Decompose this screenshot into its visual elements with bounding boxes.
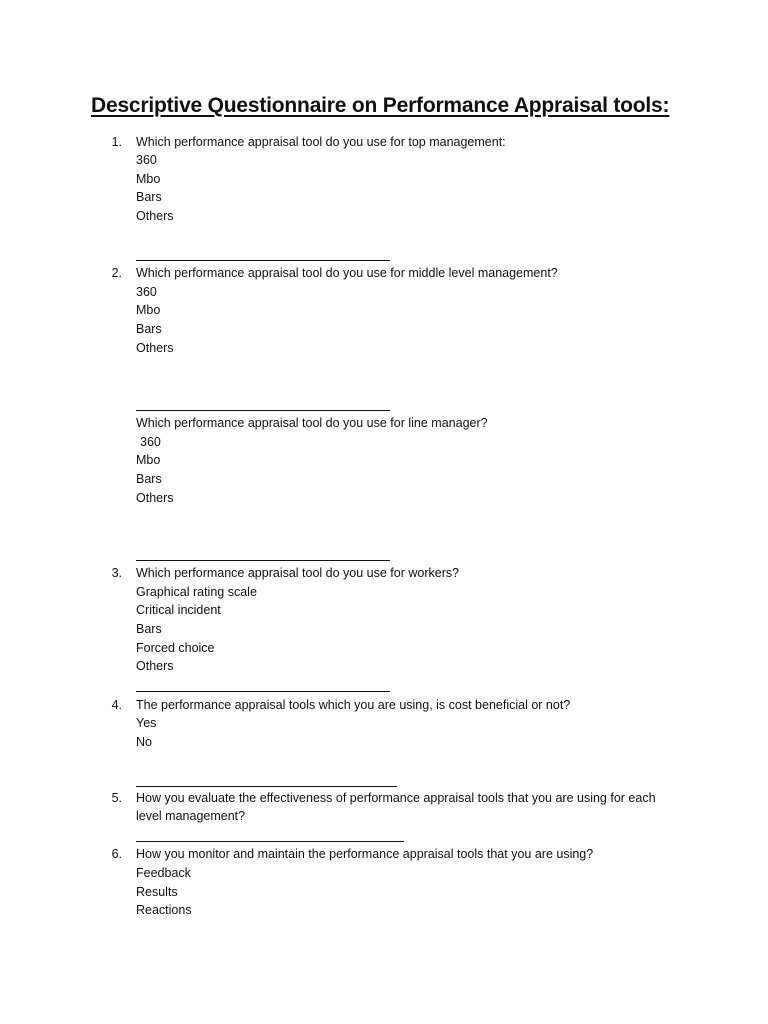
question-4-answer-line[interactable] (136, 786, 397, 787)
question-3-answer-line[interactable] (136, 691, 390, 692)
question-1-number: 1. (111, 135, 122, 149)
question-1-option-2: Mbo (136, 172, 161, 186)
question-2-option-2: Mbo (136, 303, 161, 317)
question-line-manager-option-3: Bars (136, 472, 162, 486)
question-3-option-1: Graphical rating scale (136, 585, 257, 599)
question-line-manager-answer-line[interactable] (136, 560, 390, 561)
question-3-option-3: Bars (136, 622, 162, 636)
question-6-option-3: Reactions (136, 903, 192, 917)
question-1-option-3: Bars (136, 190, 162, 204)
question-2-number: 2. (111, 266, 122, 280)
question-2-option-4: Others (136, 341, 174, 355)
question-line-manager-option-4: Others (136, 491, 174, 505)
question-5-answer-line[interactable] (136, 841, 404, 842)
question-3-option-5: Others (136, 659, 174, 673)
question-3-number: 3. (111, 566, 122, 580)
question-line-manager-option-1: 360 (140, 435, 161, 449)
question-4-option-1: Yes (136, 716, 157, 730)
question-4-number: 4. (111, 698, 122, 712)
question-6-text: How you monitor and maintain the performance appraisal tools that you are using? (136, 847, 594, 861)
question-2-text: Which performance appraisal tool do you use for middle level management? (136, 266, 558, 280)
question-line-manager-text: Which performance appraisal tool do you use for line manager? (136, 416, 488, 430)
question-6-option-2: Results (136, 885, 178, 899)
question-4-option-2: No (136, 735, 152, 749)
question-1-text: Which performance appraisal tool do you use for top management: (136, 135, 506, 149)
question-1-option-1: 360 (136, 153, 157, 167)
question-6-number: 6. (111, 847, 122, 861)
question-3-option-4: Forced choice (136, 641, 215, 655)
question-line-manager-option-2: Mbo (136, 453, 161, 467)
question-3-option-2: Critical incident (136, 603, 221, 617)
question-2-option-1: 360 (136, 285, 157, 299)
question-4-text: The performance appraisal tools which you are using, is cost beneficial or not? (136, 698, 571, 712)
question-6-option-1: Feedback (136, 866, 191, 880)
question-1-option-4: Others (136, 209, 174, 223)
question-5-number: 5. (111, 791, 122, 805)
question-1-answer-line[interactable] (136, 260, 390, 261)
question-3-text: Which performance appraisal tool do you use for workers? (136, 566, 460, 580)
question-5-text-continued: level management? (136, 809, 246, 823)
question-2-answer-line[interactable] (136, 410, 390, 411)
question-2-option-3: Bars (136, 322, 162, 336)
question-5-text: How you evaluate the effectiveness of performance appraisal tools that you are using for each (136, 791, 656, 805)
page-title: Descriptive Questionnaire on Performance Appraisal tools: (91, 94, 670, 117)
